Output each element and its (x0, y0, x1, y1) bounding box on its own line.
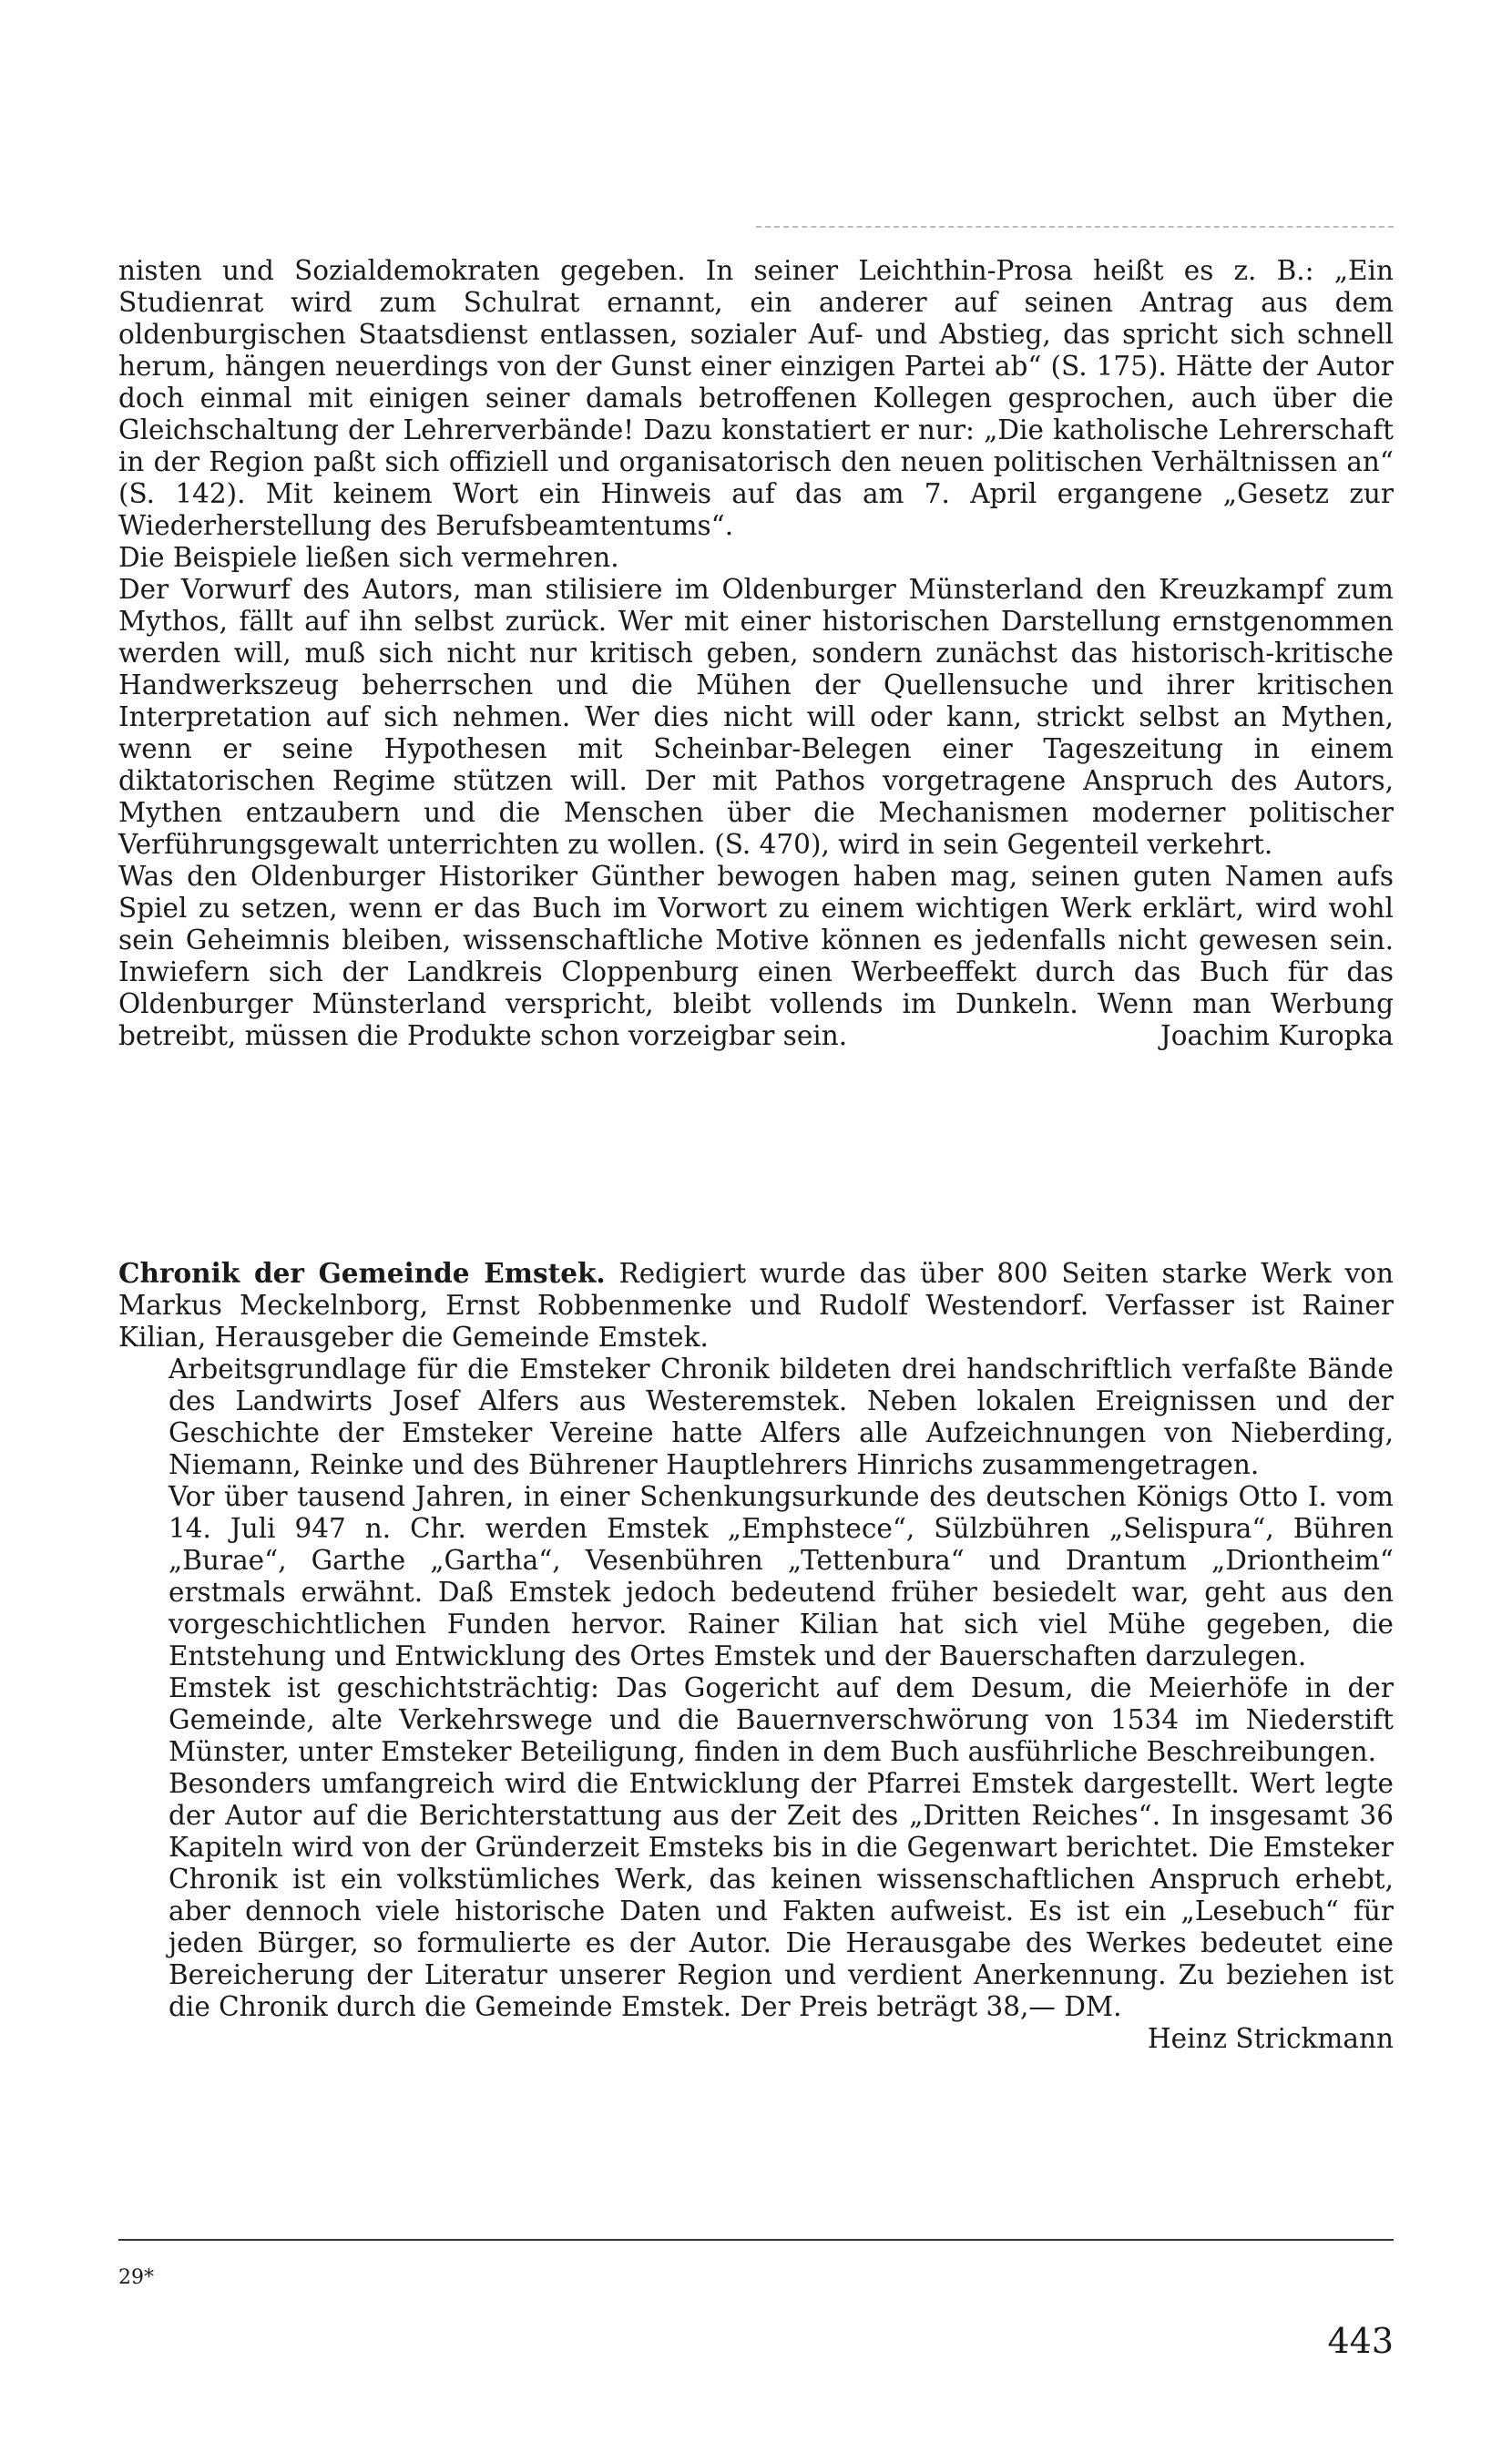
page-number: 443 (1327, 2321, 1394, 2361)
top-divider (756, 226, 1394, 228)
review2-paragraph-4: Besonders umfangreich wird die Entwicklung der Pfarrei Emstek dargestellt. Wert legte der Autor auf die Berichterstattung aus der Zeit des „Dritten Reiches“. In insgesamt 36 Kapiteln wird von der Gründerzeit Emsteks bis in die Gegenwart berichtet. Die Emsteker Chronik ist ein volkstümliches Werk, das keinen wissenschaftlichen Anspruch erhebt, aber dennoch viele historische Daten und Fakten aufweist. Es ist ein „Lesebuch“ für jeden Bürger, so formulierte es der Autor. Die Herausgabe des Werkes bedeutet eine Bereicherung der Literatur unserer Region und verdient Anerkennung. Zu beziehen ist die Chronik durch die Gemeinde Emstek. Der Preis beträgt 38,— DM. (169, 1768, 1394, 2022)
review-kuropka (118, 255, 1394, 1052)
review2-signature: Heinz Strickmann (1147, 2023, 1394, 2054)
review-chronik-emstek (118, 1257, 1394, 2055)
review1-paragraph-4-text: Was den Oldenburger Historiker Günther bewogen haben mag, seinen guten Namen aufs Spiel zu setzen, wenn er das Buch im Vorwort zu einem wichtigen Werk erklärt, wird wohl sein Geheimnis bleiben, wissenschaftliche Motive können es jedenfalls nicht gewesen sein. Inwiefern sich der Landkreis Cloppenburg einen Werbeeffekt durch das Buch für das Oldenburger Münsterland verspricht, bleibt vollends im Dunkeln. Wenn man Werbung betreibt, müssen die Produkte schon vorzeigbar sein. (118, 861, 1394, 1051)
sheet-mark: 29* (118, 2266, 154, 2289)
review2-lead (118, 1257, 1394, 1354)
review1-paragraph-3: Der Vorwurf des Autors, man stilisiere im Oldenburger Münsterland den Kreuzkampf zum Mythos, fällt auf ihn selbst zurück. Wer mit einer historischen Darstellung ernstgenommen werden will, muß sich nicht nur kritisch geben, sondern zunächst das historisch-kritische Handwerkszeug beherrschen und die Mühen der Quellensuche und ihrer kritischen Interpretation auf sich nehmen. Wer dies nicht will oder kann, strickt selbst an Mythen, wenn er seine Hypothesen mit Scheinbar-Belegen einer Tageszeitung in einem diktatorischen Regime stützen will. Der mit Pathos vorgetragene Anspruch des Autors, Mythen entzaubern und die Menschen über die Mechanismen moderner politischer Verführungsgewalt unterrichten zu wollen. (S. 470), wird in sein Gegenteil verkehrt. (118, 574, 1394, 860)
review1-signature: Joachim Kuropka (1160, 1020, 1394, 1051)
review1-paragraph-2: Die Beispiele ließen sich vermehren. (118, 542, 619, 573)
review2-paragraph-2: Vor über tausend Jahren, in einer Schenkungsurkunde des deutschen Königs Otto I. vom 14. Juli 947 n. Chr. werden Emstek „Emphstece“, Sülzbühren „Selispura“, Bühren „Burae“, Garthe „Gartha“, Vesenbühren „Tettenbura“ und Drantum „Driontheim“ erstmals erwähnt. Daß Emstek jedoch bedeutend früher besiedelt war, geht aus den vorgeschichtlichen Funden hervor. Rainer Kilian hat sich viel Mühe gegeben, die Entstehung und Entwicklung des Ortes Emstek und der Bauerschaften darzulegen. (169, 1481, 1394, 1671)
review2-paragraph-3: Emstek ist geschichtsträchtig: Das Gogericht auf dem Desum, die Meierhöfe in der Gemeinde, alte Verkehrswege und die Bauernverschwörung von 1534 im Niederstift Münster, unter Emsteker Beteiligung, finden in dem Buch ausführliche Beschreibungen. (169, 1672, 1394, 1767)
review2-paragraph-1: Arbeitsgrundlage für die Emsteker Chronik bildeten drei handschriftlich verfaßte Bände des Landwirts Josef Alfers aus Westeremstek. Neben lokalen Ereignissen und der Geschichte der Emsteker Vereine hatte Alfers alle Aufzeichnungen von Nieberding, Niemann, Reinke und des Bührener Hauptlehrers Hinrichs zusammengetragen. (169, 1354, 1394, 1480)
book-title: Chronik der Gemeinde Emstek. (118, 1257, 606, 1289)
review2-lead-text: Redigiert wurde das über 800 Seiten starke Werk von Markus Meckelnborg, Ernst Robbenmenke und Rudolf Westendorf. Verfasser ist Rainer Kilian, Herausgeber die Gemeinde Emstek. (118, 1258, 1394, 1353)
bottom-divider (118, 2239, 1394, 2241)
review1-paragraph-4 (118, 861, 1394, 1052)
review1-paragraph-1: nisten und Sozialdemokraten gegeben. In seiner Leichthin-Prosa heißt es z. B.: „Ein Studienrat wird zum Schulrat ernannt, ein anderer auf seinen Antrag aus dem oldenburgischen Staatsdienst entlassen, sozialer Auf- und Abstieg, das spricht sich schnell herum, hängen neuerdings von der Gunst einer einzigen Partei ab“ (S. 175). Hätte der Autor doch einmal mit einigen seiner damals betroffenen Kollegen gesprochen, auch über die Gleichschaltung der Lehrerverbände! Dazu konstatiert er nur: „Die katholische Lehrerschaft in der Region paßt sich offiziell und organisatorisch den neuen politischen Verhältnissen an“ (S. 142). Mit keinem Wort ein Hinweis auf das am 7. April ergangene „Gesetz zur Wiederherstellung des Berufsbeamtentums“. (118, 255, 1394, 541)
